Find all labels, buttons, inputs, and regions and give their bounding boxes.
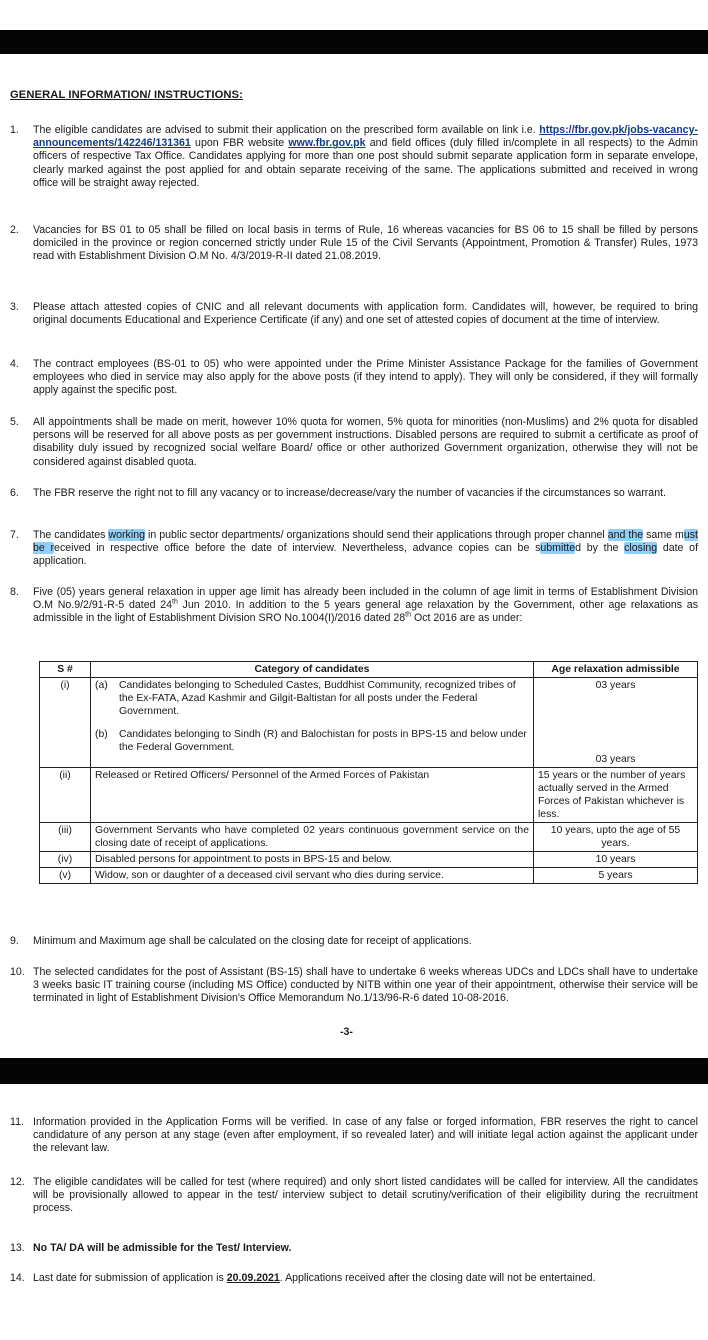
table-row: (iii) Government Servants who have completed 02 years continuous government service on the closing date of receipt of applications. 10 years, upto the age of 55 years.	[40, 823, 698, 852]
instruction-2: 2. Vacancies for BS 01 to 05 shall be filled on local basis in terms of Rule, 16 whereas vacancies for BS 06 to 15 shall be filled by persons domiciled in the province or region concerned strictly under Rule 15 of the Civil Servants (Appointment, Promotion & Transfer) Rules, 1973 read with Establishment Division O.M No. 4/3/2019-R-II dated 21.08.2019.	[10, 224, 698, 263]
application-form-link[interactable]: https://fbr.gov.pk/jobs-vacancy-announcements/142246/131361	[33, 124, 698, 150]
text-highlight: working	[108, 529, 145, 541]
text-highlight: ubmitte	[540, 542, 576, 555]
header-category: Category of candidates	[91, 662, 534, 678]
instruction-3: 3. Please attach attested copies of CNIC and all relevant documents with application form. Candidates will, however, be required to bring original documents Educational and Experience Certificate (if any) and one set of attested copies of document at the time of interview.	[10, 301, 698, 327]
middle-black-bar	[0, 1058, 708, 1084]
text-highlight: and the	[607, 529, 644, 541]
header-age: Age relaxation admissible	[534, 662, 698, 678]
age-relaxation-table	[39, 661, 698, 884]
instruction-10: 10. The selected candidates for the post of Assistant (BS-15) shall have to undertake 6 weeks whereas UDCs and LDCs shall have to undertake 3 weeks basic IT training course (including MS Office) conducted by NITB within one year of their appointment, otherwise their service will be terminated in light of Establishment Division's Office Memorandum No.1/13/96-R-6 dated 10-08-2016.	[10, 966, 698, 1005]
instruction-4: 4. The contract employees (BS-01 to 05) who were appointed under the Prime Minister Assistance Package for the families of Government employees who died in service may also apply for the above posts (if they intend to apply). They will only be considered, if they will formally apply against the specific post.	[10, 358, 698, 397]
table-header-row	[40, 662, 698, 678]
header-sn: S #	[40, 662, 91, 678]
instruction-1: 1. The eligible candidates are advised to submit their application on the prescribed form available on link i.e. https://fbr.gov.pk/jobs-vacancy-announcements/142246/131361 upon FBR website www.fbr.gov.pk and field offices (duly filled in/complete in all respects) to the Admin officers of respective Tax Office. Candidates applying for more than one post should submit separate application form in separate envelope, clearly marked against the post applied for and obtain separate receiving of the same. The applications submitted and received in wrong office will be straight away rejected.	[10, 124, 698, 189]
page-number: -3-	[340, 1026, 353, 1038]
instruction-11: 11. Information provided in the Application Forms will be verified. In case of any false or forged information, FBR reserves the right to cancel candidature of any person at any stage (even after employment, if so revealed later) and will initiate legal action against the applicant under the relevant law.	[10, 1116, 698, 1155]
text-highlight: closing	[624, 542, 658, 555]
section-heading: GENERAL INFORMATION/ INSTRUCTIONS:	[10, 89, 243, 101]
table-row: (ii) Released or Retired Officers/ Personnel of the Armed Forces of Pakistan 15 years or the number of years actually served in the Armed Forces of Pakistan whichever is less.	[40, 768, 698, 823]
instruction-6: 6. The FBR reserve the right not to fill any vacancy or to increase/decrease/vary the number of vacancies if the circumstances so warrant.	[10, 487, 666, 499]
instruction-7: 7. The candidates working in public sector departments/ organizations should send their applications through proper channel and the same must be received in respective office before the date of interview. Nevertheless, advance copies can be submitted by the closing date of application.	[10, 529, 699, 568]
instruction-9: 9. Minimum and Maximum age shall be calculated on the closing date for receipt of applications.	[10, 935, 472, 947]
top-black-bar	[0, 30, 708, 54]
table-row: (iv) Disabled persons for appointment to posts in BPS-15 and below. 10 years	[40, 852, 698, 868]
table-row: (v) Widow, son or daughter of a deceased civil servant who dies during service. 5 years	[40, 868, 698, 884]
instruction-13: 13. No TA/ DA will be admissible for the Test/ Interview.	[10, 1242, 292, 1254]
instruction-12: 12. The eligible candidates will be called for test (where required) and only short listed candidates will be called for interview. All the candidates will be provisionally allowed to appear in the test/ interview subject to detail scrutiny/verification of their eligibility during the recruitment process.	[10, 1176, 698, 1215]
fbr-website-link[interactable]: www.fbr.gov.pk	[288, 137, 366, 150]
text-highlight: ust be r	[33, 529, 698, 555]
instruction-14: 14. Last date for submission of application is 20.09.2021. Applications received after the closing date will not be entertained.	[10, 1272, 596, 1284]
last-date: 20.09.2021	[226, 1272, 280, 1284]
instruction-8: 8. Five (05) years general relaxation in upper age limit has already been included in the column of age limit in terms of Establishment Division O.M No.9/2/91-R-5 dated 24th Jun 2010. In addition to the 5 years general age relaxation by the Government, other age relaxations as admissible in the light of Establishment Division SRO No.1004(I)/2016 dated 28th Oct 2016 are as under:	[10, 586, 698, 625]
instruction-5: 5. All appointments shall be made on merit, however 10% quota for women, 5% quota for minorities (non-Muslims) and 2% quota for disabled persons will be reserved for all above posts as per government instructions. Disabled persons are required to submit a certificate as proof of disability duly issued by recognized social welfare Board/ office or other authorized Government organization, otherwise they will not be considered against disabled quota.	[10, 416, 698, 468]
table-row: (i) (a) Candidates belonging to Scheduled Castes, Buddhist Community, recognized tribes of the Ex-FATA, Azad Kashmir and Gilgit-Baltistan for all posts under the Federal Government. (b) Candidates belonging to Sindh (R) and Balochistan for posts in BPS-15 and below under the Federal Government. 03 years 03 years	[40, 678, 698, 768]
